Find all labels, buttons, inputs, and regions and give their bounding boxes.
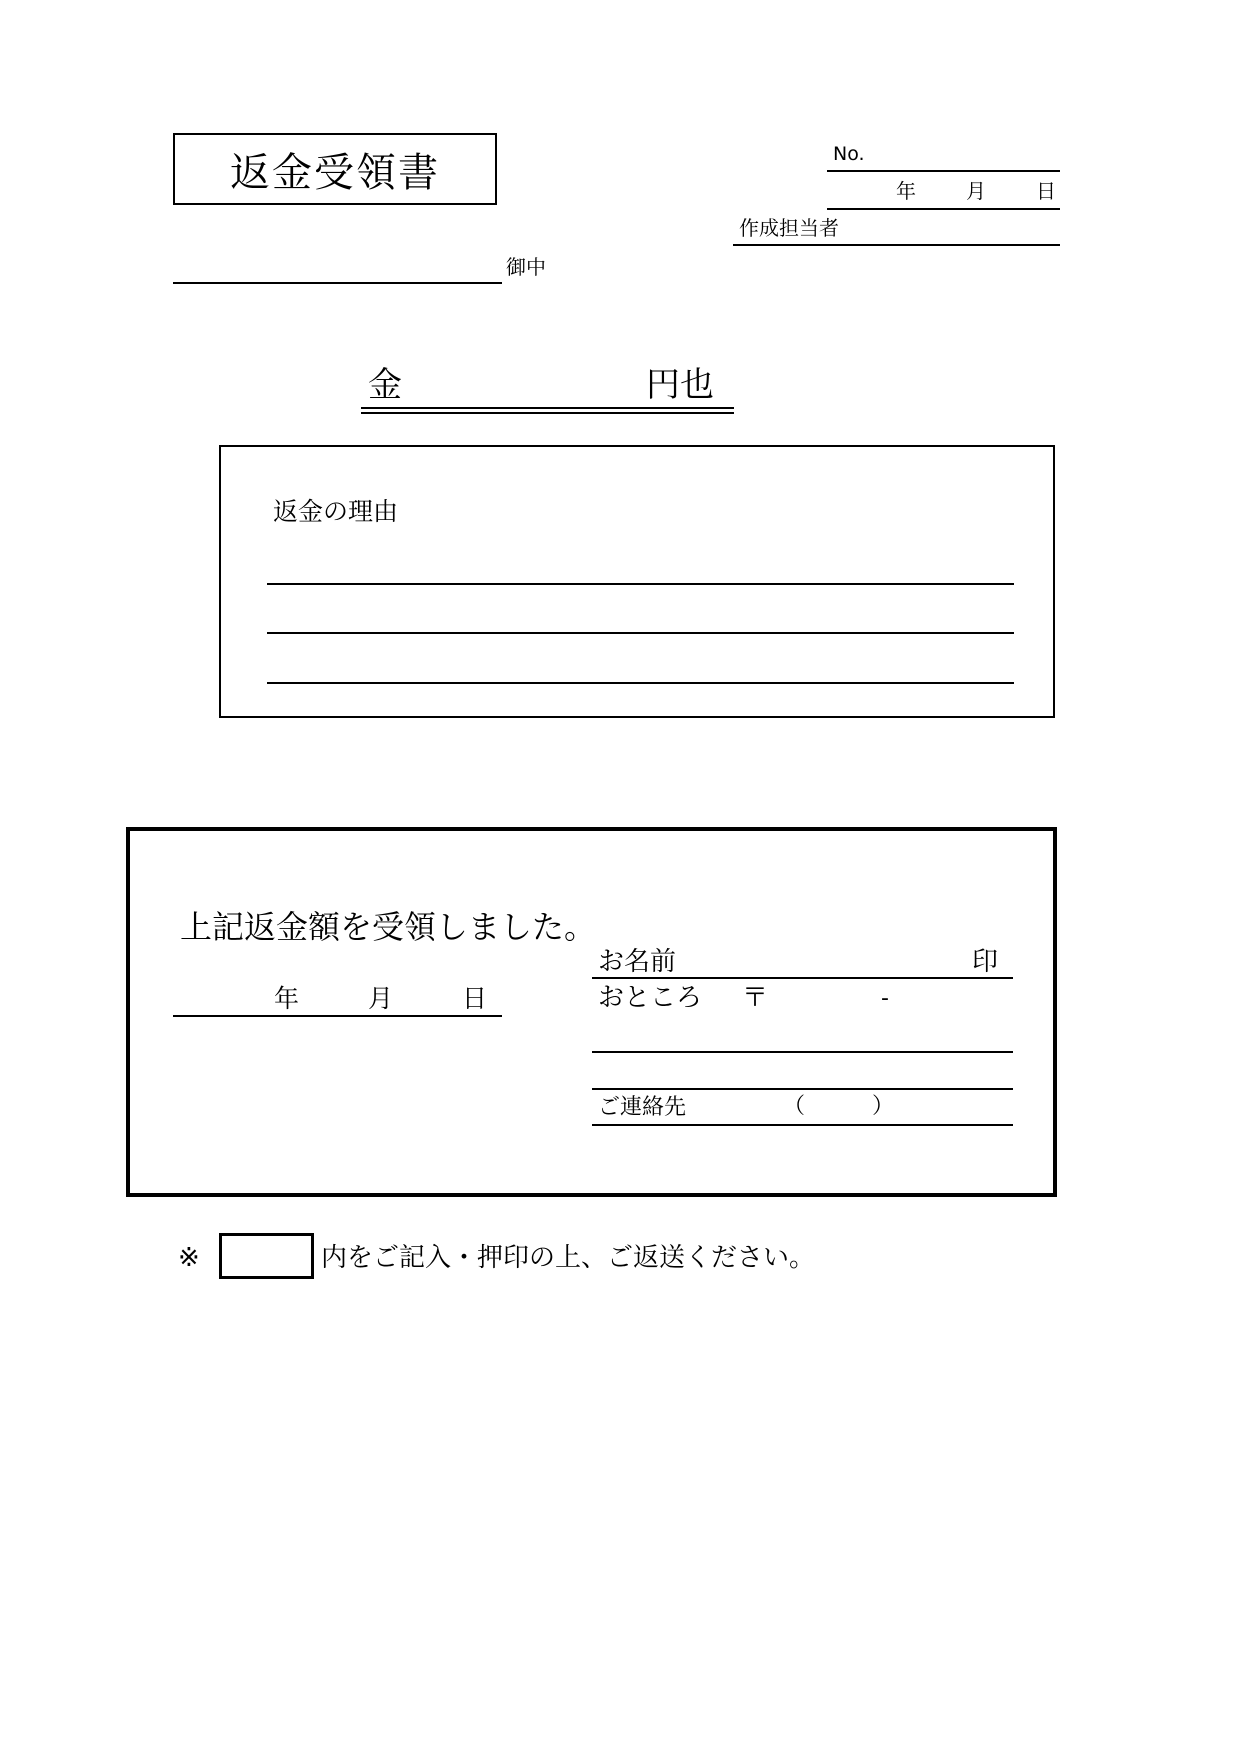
contact-paren-open: （	[783, 1094, 806, 1119]
receipt-date-year: 年	[274, 984, 300, 1013]
footnote-text: 内をご記入・押印の上、ご返送ください。	[321, 1243, 816, 1273]
date-line	[827, 208, 1060, 210]
footnote-mark: ※	[178, 1243, 200, 1273]
amount-suffix: 円也	[646, 365, 714, 405]
receipt-statement: 上記返金額を受領しました。	[180, 908, 597, 946]
address-label: おところ	[598, 983, 703, 1013]
reason-label: 返金の理由	[273, 497, 399, 526]
seal-label: 印	[972, 947, 999, 977]
receipt-box	[126, 827, 1057, 1197]
amount-line-lower	[361, 412, 734, 414]
postal-dash: -	[881, 986, 889, 1011]
reason-line-1	[267, 583, 1014, 585]
header-date-month: 月	[966, 179, 986, 203]
amount-prefix: 金	[368, 365, 402, 405]
name-label: お名前	[598, 947, 677, 977]
recipient-suffix: 御中	[506, 255, 546, 279]
contact-label: ご連絡先	[598, 1095, 687, 1120]
receipt-date-line	[173, 1015, 502, 1017]
reason-line-2	[267, 632, 1014, 634]
reason-line-3	[267, 682, 1014, 684]
header-date-day: 日	[1036, 179, 1056, 203]
header-date-year: 年	[896, 179, 916, 203]
receipt-date-day: 日	[462, 984, 488, 1013]
title-box	[173, 133, 497, 205]
author-line	[733, 244, 1060, 246]
no-line	[827, 170, 1060, 172]
author-label: 作成担当者	[739, 216, 839, 240]
contact-paren-close: ）	[872, 1094, 895, 1119]
address-line	[592, 1051, 1013, 1053]
postal-mark: 〒	[742, 983, 769, 1013]
recipient-line	[173, 282, 502, 284]
reason-box	[219, 445, 1055, 718]
document-title: 返金受領書	[230, 149, 440, 196]
contact-top-line	[592, 1088, 1013, 1090]
name-line	[592, 977, 1013, 979]
amount-line-upper	[361, 407, 734, 409]
footnote-box	[219, 1233, 314, 1279]
contact-line	[592, 1124, 1013, 1126]
receipt-date-month: 月	[368, 984, 394, 1013]
no-label: No.	[833, 143, 865, 165]
